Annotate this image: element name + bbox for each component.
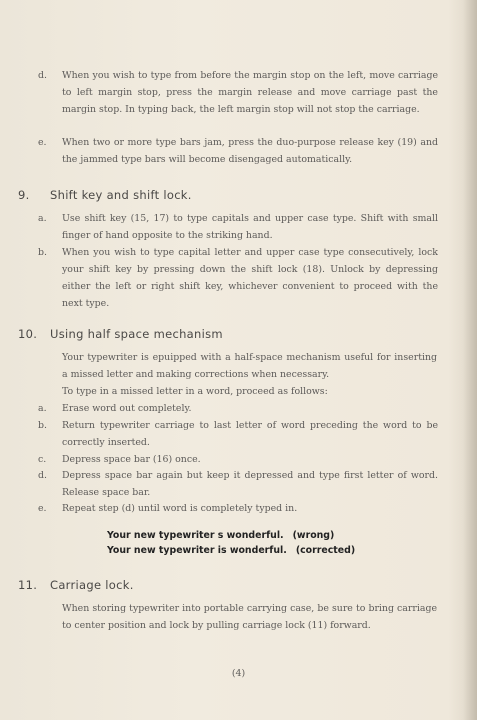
example-correct (107, 545, 355, 556)
section-heading (18, 327, 223, 341)
section-title: Carriage lock. (50, 578, 134, 592)
list-item (38, 500, 438, 517)
section-title: Using half space mechanism (50, 327, 223, 341)
list-item (38, 451, 438, 468)
list-item (38, 417, 438, 451)
example-sentence: Your new typewriter s wonderful. (107, 530, 284, 541)
example-tag: (corrected) (295, 545, 356, 556)
section-title: Shift key and shift lock. (50, 188, 192, 202)
item-letter: d. (38, 70, 47, 81)
section-number: 11. (18, 578, 38, 592)
item-text: Use shift key (15, 17) to type capitals and upper case type. Shift with small finger of hand opposite to the striking hand. (62, 213, 438, 241)
item-text: When you wish to type capital letter and upper case type consecutively, lock your shift key by pressing down the shift lock (18). Unlock by depressing either the left or right shift key, whichever convenient to proceed with the next type. (62, 247, 438, 309)
section-heading (18, 188, 192, 202)
section-heading (18, 578, 134, 592)
item-letter: e. (38, 137, 47, 148)
section-number: 10. (18, 327, 38, 341)
item-text: Depress space bar again but keep it depressed and type first letter of word. Release space bar. (62, 470, 438, 498)
item-letter: b. (38, 247, 47, 258)
item-text: Depress space bar (16) once. (62, 454, 201, 465)
list-item (38, 210, 438, 244)
item-text: When two or more type bars jam, press the duo-purpose release key (19) and the jammed type bars will become disengaged automatically. (62, 137, 438, 165)
section-intro-2: To type in a missed letter in a word, proceed as follows: (62, 386, 328, 397)
item-text: When you wish to type from before the margin stop on the left, move carriage to left margin stop, press the margin release and move carriage past the margin stop. In typing back, the left margin stop will not stop the carriage. (62, 70, 438, 115)
list-item (38, 467, 438, 501)
item-letter: a. (38, 213, 47, 224)
section-intro: Your typewriter is epuipped with a half-space mechanism useful for inserting a missed letter and making corrections when necessary. (62, 352, 437, 380)
section-number: 9. (18, 188, 30, 202)
list-item (38, 244, 438, 312)
item-text: Return typewriter carriage to last letter of word preceding the word to be correctly inserted. (62, 420, 438, 448)
list-item (38, 400, 438, 417)
example-wrong (107, 530, 334, 541)
item-letter: e. (38, 503, 47, 514)
example-sentence: Your new typewriter is wonderful. (107, 545, 287, 556)
item-letter: d. (38, 470, 47, 481)
section-text: When storing typewriter into portable carrying case, be sure to bring carriage to center position and lock by pulling carriage lock (11) forward. (62, 603, 437, 631)
item-letter: a. (38, 403, 47, 414)
page-number: (4) (231, 668, 246, 679)
list-item (38, 67, 438, 118)
item-text: Erase word out completely. (62, 403, 192, 414)
item-letter: c. (38, 454, 47, 465)
example-tag: (wrong) (292, 530, 335, 541)
item-letter: b. (38, 420, 47, 431)
page-edge-shadow (463, 0, 477, 720)
list-item (38, 134, 438, 168)
item-text: Repeat step (d) until word is completely typed in. (62, 503, 298, 514)
